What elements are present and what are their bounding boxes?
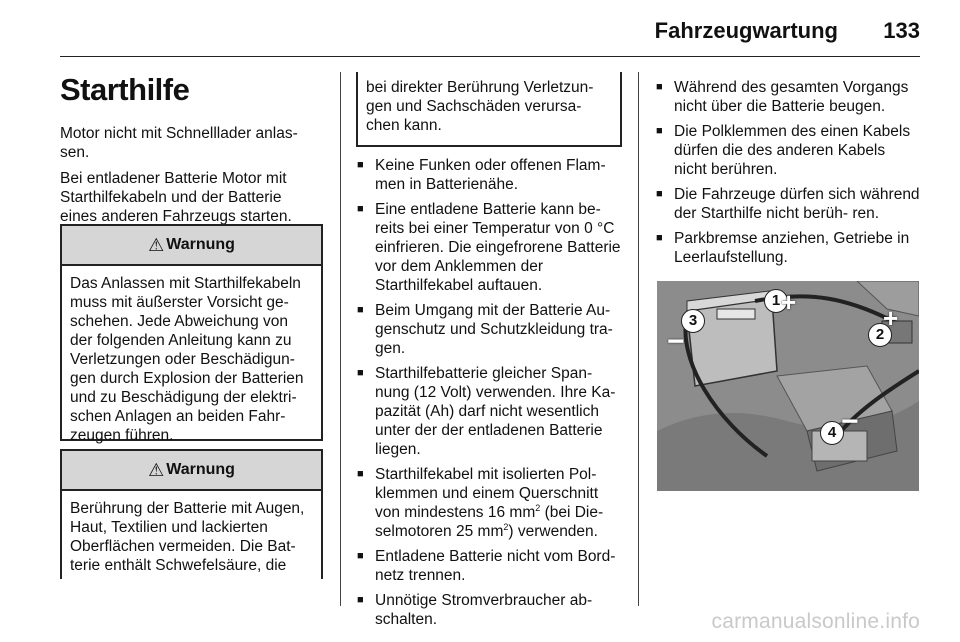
list-item: ■ Parkbremse anziehen, Getriebe in Leerlaufstellung. bbox=[656, 230, 910, 266]
section-title: Starthilfe bbox=[60, 72, 190, 107]
warning-box-2 bbox=[60, 449, 323, 579]
warning-triangle-icon: ⚠ bbox=[148, 234, 165, 255]
header-rule bbox=[60, 56, 920, 57]
list-item: ■ Eine entladene Batterie kann be- reits bei einer Temperatur von 0 °C einfrieren. Die eingefrorene Batterie vor dem Anklemmen der Starthilfekabel auftauen. bbox=[357, 201, 621, 294]
minus-symbol: − bbox=[667, 325, 685, 358]
page-number: 133 bbox=[883, 18, 920, 43]
intro-text bbox=[60, 124, 322, 233]
watermark: carmanualsonline.info bbox=[711, 610, 920, 633]
figure-label-2: 2 bbox=[868, 323, 892, 347]
warning-box-header bbox=[62, 451, 321, 491]
column-divider-2 bbox=[638, 72, 639, 606]
warning-body: Das Anlassen mit Starthilfekabeln muss mit äußerster Vorsicht ge- schehen. Jede Abweichung von der folgenden Anleitung kann zu Verletzungen oder Beschädigun- gen durch Explosion der Batterien und zu Beschädigung der elektri- schen Anlagen an beiden Fahr- zeugen führen. bbox=[70, 275, 304, 444]
intro-paragraph: Motor nicht mit Schnelllader anlas- sen. bbox=[60, 125, 298, 161]
intro-paragraph: Bei entladener Batterie Motor mit Starthilfekabeln und der Batterie eines anderen Fahrzeugs starten. bbox=[60, 170, 292, 225]
bullet-list-col3 bbox=[655, 78, 920, 273]
minus-symbol: − bbox=[841, 405, 859, 438]
warning-box-header bbox=[62, 226, 321, 266]
bullet-list-col2 bbox=[356, 156, 622, 635]
warning-box-2-continued bbox=[356, 72, 622, 147]
list-item: ■ Beim Umgang mit der Batterie Au- genschutz und Schutzkleidung tra- gen. bbox=[357, 302, 613, 357]
warning-box-1 bbox=[60, 224, 323, 444]
list-item: ■ Keine Funken oder offenen Flam- men in Batterienähe. bbox=[357, 157, 606, 193]
list-item: ■ Die Polklemmen des einen Kabels dürfen die des anderen Kabels nicht berühren. bbox=[656, 123, 911, 178]
jump-start-illustration bbox=[657, 281, 919, 491]
list-item: ■ Entladene Batterie nicht vom Bord- netz trennen. bbox=[357, 548, 616, 584]
warning-triangle-icon: ⚠ bbox=[148, 459, 165, 480]
figure-label-4: 4 bbox=[820, 421, 844, 445]
list-item: ■ Während des gesamten Vorgangs nicht über die Batterie beugen. bbox=[656, 79, 909, 115]
plus-symbol: + bbox=[883, 303, 899, 333]
column-divider-1 bbox=[340, 72, 341, 606]
figure-label-1: 1 bbox=[764, 289, 788, 313]
warning-title: Warnung bbox=[166, 461, 235, 478]
warning-body: Berührung der Batterie mit Augen, Haut, Textilien und lackierten Oberflächen vermeiden. Die Bat- terie enthält Schwefelsäure, die bbox=[70, 500, 305, 574]
figure-label-3: 3 bbox=[681, 309, 705, 333]
list-item: ■ Starthilfebatterie gleicher Span- nung (12 Volt) verwenden. Ihre Ka- pazität (Ah) darf nicht wesentlich unter der der entladenen Batterie liegen. bbox=[357, 365, 616, 458]
list-item: ■ Unnötige Stromverbraucher ab- schalten. bbox=[357, 592, 593, 628]
plus-symbol: + bbox=[781, 287, 797, 317]
list-item: ■ Die Fahrzeuge dürfen sich während der Starthilfe nicht berüh- ren. bbox=[656, 186, 920, 222]
warning-body-continued: bei direkter Berührung Verletzun- gen und Sachschäden verursa- chen kann. bbox=[366, 79, 594, 134]
header-title: Fahrzeugwartung bbox=[654, 18, 838, 43]
warning-title: Warnung bbox=[166, 236, 235, 253]
list-item: ■ Starthilfekabel mit isolierten Pol- klemmen und einem Querschnitt von mindestens 16 $mm^2$ (bei Die- selmotoren 25 $mm^2$) verwenden. bbox=[357, 466, 604, 540]
